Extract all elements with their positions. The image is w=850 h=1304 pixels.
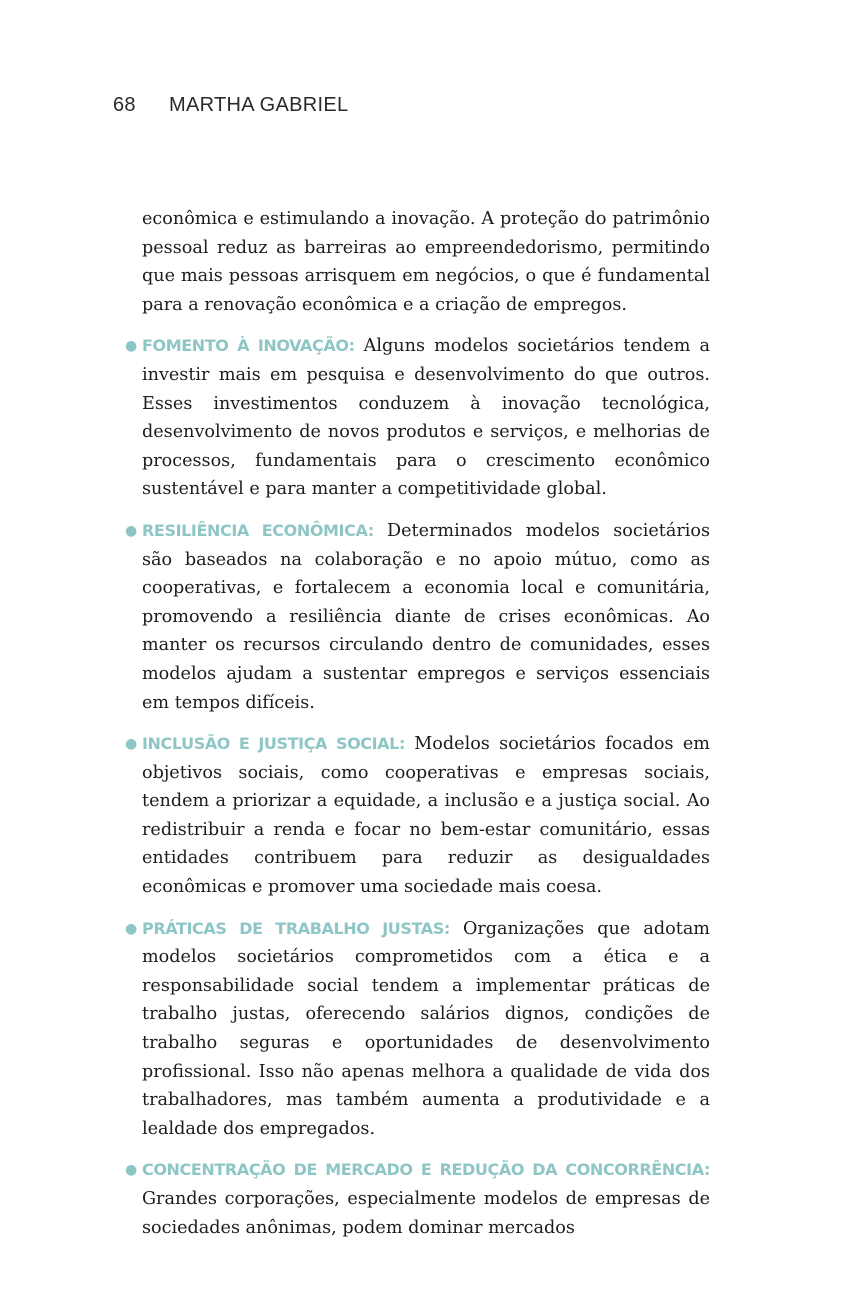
item-term: FOMENTO À INOVAÇÃO: <box>142 336 355 356</box>
item-text: Organizações que adotam modelos societários comprometidos com a ética e a responsabilidade social tendem a implementar práticas de trabalho justas, oferecendo salários dignos, condições de trabalho seguras e oportunidades de desenvolvimento profissional. Isso não apenas melhora a qualidade de vida dos trabalhadores, mas também aumenta a produtividade e a lealdade dos empregados. <box>142 918 710 1139</box>
item-text: Grandes corporações, especialmente modelos de empresas de sociedades anônimas, podem dominar mercados <box>142 1189 710 1238</box>
list-item <box>125 1156 710 1242</box>
lead-paragraph: econômica e estimulando a inovação. A proteção do patrimônio pessoal reduz as barreiras ao empreendedorismo, permitindo que mais pessoas arrisquem em negócios, o que é fundamental para a renovação econômica e a criação de empregos. <box>142 209 710 315</box>
item-text: Determinados modelos societários são baseados na colaboração e no apoio mútuo, como as cooperativas, e fortalecem a economia local e comunitária, promovendo a resiliência diante de crises econômicas. Ao manter os recursos circulando dentro de comunidades, esses modelos ajudam a sustentar empregos e serviços essenciais em tempos difíceis. <box>142 520 710 713</box>
page-number: 68 <box>113 94 136 116</box>
body-text <box>125 205 710 1255</box>
bullet-icon: ● <box>125 338 138 355</box>
item-text: Modelos societários focados em objetivos sociais, como cooperativas e empresas sociais, tendem a priorizar a equidade, a inclusão e a justiça social. Ao redistribuir a renda e focar no bem-estar comunitário, essas entidades contribuem para reduzir as desigualdades econômicas e promover uma sociedade mais coesa. <box>142 734 710 898</box>
bullet-icon: ● <box>125 522 138 539</box>
list-item <box>125 332 710 504</box>
list-item <box>125 915 710 1144</box>
item-term: CONCENTRAÇÃO DE MERCADO E REDUÇÃO DA CONCORRÊNCIA: <box>142 1160 710 1180</box>
list-item <box>125 730 710 902</box>
item-term: RESILIÊNCIA ECONÔMICA: <box>142 520 374 540</box>
bullet-icon: ● <box>125 736 138 753</box>
list-item <box>125 517 710 717</box>
bullet-icon: ● <box>125 920 138 937</box>
author-name: MARTHA GABRIEL <box>169 94 349 116</box>
running-head <box>113 94 348 117</box>
bullet-icon: ● <box>125 1162 138 1179</box>
item-text: Alguns modelos societários tendem a investir mais em pesquisa e desenvolvimento do que outros. Esses investimentos conduzem à inovação tecnológica, desenvolvimento de novos produtos e serviços, e melhorias de processos, fundamentais para o crescimento econômico sustentável e para manter a competitividade global. <box>142 336 710 500</box>
item-term: INCLUSÃO E JUSTIÇA SOCIAL: <box>142 734 405 754</box>
item-term: PRÁTICAS DE TRABALHO JUSTAS: <box>142 918 450 938</box>
